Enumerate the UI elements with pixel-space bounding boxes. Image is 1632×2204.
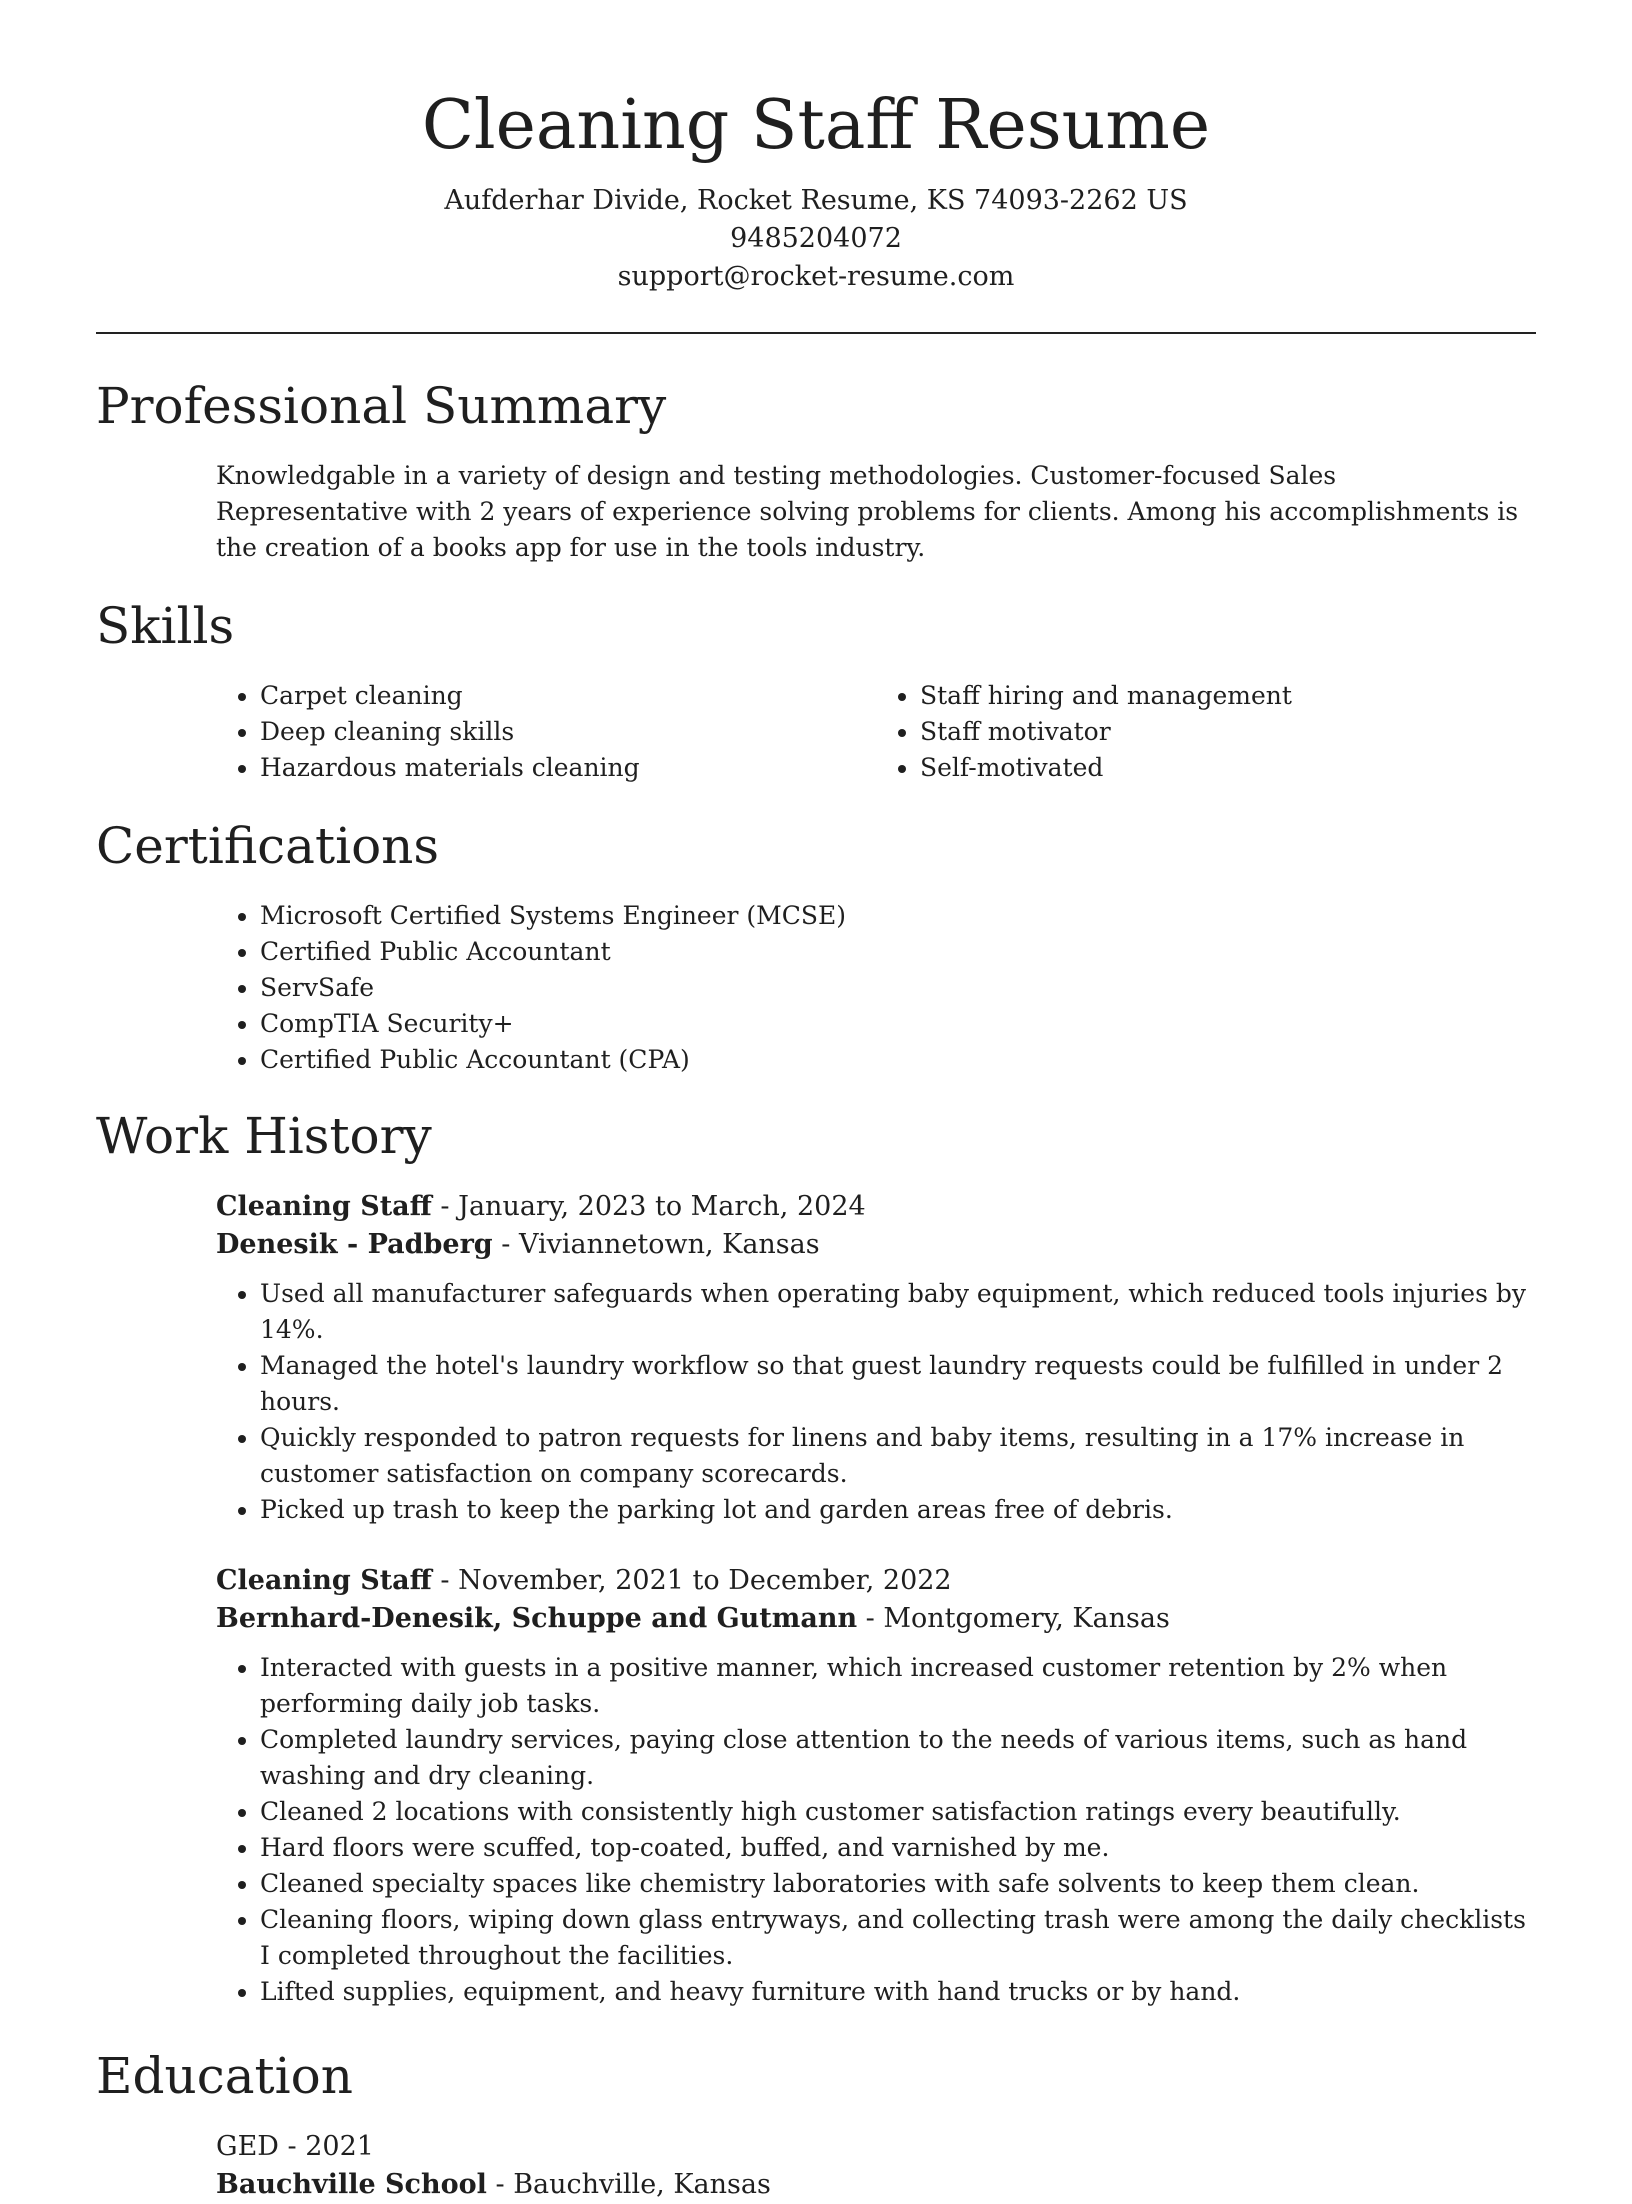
skills-heading: Skills [96, 597, 235, 655]
list-item: • CompTIA Security+ [260, 1006, 1536, 1042]
job-entry [96, 1188, 1536, 1528]
education-location: - Bauchville, Kansas [486, 2169, 771, 2200]
list-item: • Microsoft Certified Systems Engineer (MCSE) [260, 898, 1536, 934]
certifications-list [216, 898, 1536, 1078]
list-item: • Deep cleaning skills [260, 714, 876, 750]
skills-list-right [876, 678, 1536, 786]
list-item: • Used all manufacturer safeguards when operating baby equipment, which reduced tools injuries by 14%. [260, 1276, 1536, 1348]
job-entry [96, 1562, 1536, 2010]
list-item: • Managed the hotel's laundry workflow so that guest laundry requests could be fulfilled in under 2 hours. [260, 1348, 1536, 1420]
list-item: • Completed laundry services, paying close attention to the needs of various items, such as hand washing and dry cleaning. [260, 1722, 1536, 1794]
email[interactable]: support@rocket-resume.com [617, 261, 1015, 292]
education-section [96, 2044, 1536, 2204]
job-location: - Montgomery, Kansas [857, 1603, 1170, 1634]
list-item: • Interacted with guests in a positive manner, which increased customer retention by 2% when performing daily job tasks. [260, 1650, 1536, 1722]
list-item: • ServSafe [260, 970, 1536, 1006]
list-item: • Staff hiring and management [920, 678, 1536, 714]
job-role: Cleaning Staff [216, 1565, 432, 1596]
job-company: Bernhard-Denesik, Schuppe and Gutmann [216, 1603, 858, 1634]
list-item: • Carpet cleaning [260, 678, 876, 714]
job-company-line [216, 1600, 1536, 1638]
resume-header [96, 0, 1536, 296]
list-item: • Hard floors were scuffed, top-coated, buffed, and varnished by me. [260, 1830, 1536, 1866]
header-divider [96, 332, 1536, 334]
job-role: Cleaning Staff [216, 1191, 432, 1222]
list-item: • Lifted supplies, equipment, and heavy furniture with hand trucks or by hand. [260, 1974, 1536, 2010]
resume-title: Cleaning Staff Resume [421, 86, 1211, 165]
education-school-line [216, 2166, 1536, 2204]
job-company: Denesik - Padberg [216, 1229, 493, 1260]
work-history-section [96, 1104, 1536, 2010]
summary-text: Knowledgable in a variety of design and testing methodologies. Customer-focused Sales Representative with 2 years of experience solving problems for clients. Among his accomplishments is the creation of a books app for use in the tools industry. [216, 461, 1519, 562]
skills-section [96, 594, 1536, 786]
education-degree-line [216, 2128, 1536, 2166]
job-title-line [216, 1562, 1536, 1600]
education-year: - 2021 [278, 2131, 374, 2162]
list-item: • Staff motivator [920, 714, 1536, 750]
certifications-section [96, 814, 1536, 1078]
certifications-heading: Certifications [96, 817, 440, 875]
list-item: • Quickly responded to patron requests for linens and baby items, resulting in a 17% increase in customer satisfaction on company scorecards. [260, 1420, 1536, 1492]
job-location: - Viviannetown, Kansas [492, 1229, 820, 1260]
summary-heading: Professional Summary [96, 377, 667, 435]
skills-grid [96, 678, 1536, 786]
summary-section [96, 374, 1536, 566]
list-item: • Cleaned 2 locations with consistently high customer satisfaction ratings every beautifully. [260, 1794, 1536, 1830]
job-company-line [216, 1226, 1536, 1264]
list-item: • Self-motivated [920, 750, 1536, 786]
job-title-line [216, 1188, 1536, 1226]
education-degree: GED [216, 2131, 279, 2162]
job-dates: - November, 2021 to December, 2022 [431, 1565, 952, 1596]
job-dates: - January, 2023 to March, 2024 [431, 1191, 866, 1222]
list-item: • Cleaned specialty spaces like chemistry laboratories with safe solvents to keep them clean. [260, 1866, 1536, 1902]
list-item: • Certified Public Accountant [260, 934, 1536, 970]
list-item: • Hazardous materials cleaning [260, 750, 876, 786]
education-school: Bauchville School [216, 2169, 487, 2200]
education-heading: Education [96, 2047, 353, 2105]
address: Aufderhar Divide, Rocket Resume, KS 74093-2262 US [444, 185, 1188, 216]
phone: 9485204072 [730, 223, 902, 254]
job-bullets [216, 1650, 1536, 2010]
education-entry [96, 2128, 1536, 2204]
work-history-heading: Work History [96, 1107, 432, 1165]
job-bullets [216, 1276, 1536, 1528]
list-item: • Picked up trash to keep the parking lot and garden areas free of debris. [260, 1492, 1536, 1528]
skills-list-left [216, 678, 876, 786]
list-item: • Cleaning floors, wiping down glass entryways, and collecting trash were among the daily checklists I completed throughout the facilities. [260, 1902, 1536, 1974]
list-item: • Certified Public Accountant (CPA) [260, 1042, 1536, 1078]
